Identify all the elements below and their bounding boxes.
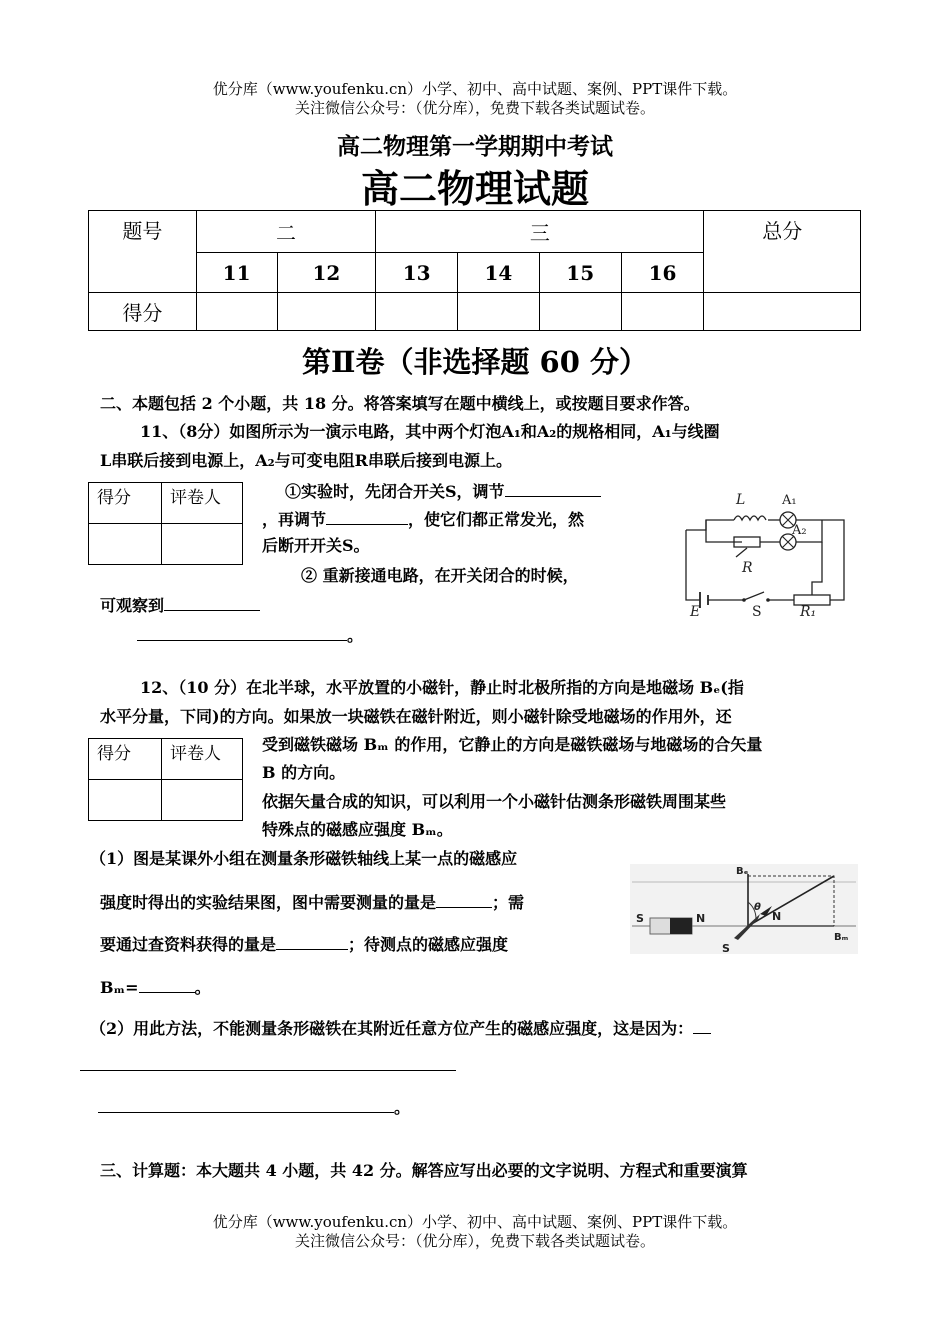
- grader-box-q12: [88, 738, 243, 821]
- question-number: 11: [196, 253, 277, 293]
- answer-blank[interactable]: [137, 624, 347, 641]
- q12-p1-text: ；待测点的磁感应强度: [348, 935, 509, 954]
- q12-p2-end: 。: [394, 1098, 411, 1117]
- circuit-label-A1: A₁: [782, 493, 797, 508]
- q12-p1-text: Bₘ=: [100, 978, 139, 997]
- q12-line-4: B 的方向。: [262, 763, 346, 782]
- q11-part1-text: ，使它们都正常发光，然: [408, 510, 585, 529]
- q11-intro-line-2: L串联后接到电源上，A₂与可变电阻R串联后接到电源上。: [100, 451, 512, 470]
- needle-label-S: S: [722, 942, 730, 954]
- q11-part2-end: 。: [347, 626, 364, 645]
- question-number: 14: [458, 253, 540, 293]
- grader-score-label: 得分: [89, 483, 162, 524]
- q12-p1-text: 。: [194, 978, 211, 997]
- q11-part1-text: ，再调节: [262, 510, 327, 529]
- score-cell[interactable]: [376, 293, 458, 331]
- footer-line-2: 关注微信公众号：（优分库），免费下载各类试题试卷。: [294, 1232, 655, 1250]
- circuit-label-R: R: [742, 560, 753, 576]
- answer-blank[interactable]: [436, 891, 492, 908]
- field-label-Bm: Bₘ: [834, 932, 849, 943]
- q12-p1-line-1: （1）图是某课外小组在测量条形磁铁轴线上某一点的磁感应: [90, 849, 518, 868]
- answer-blank[interactable]: [326, 508, 408, 525]
- score-cell-total[interactable]: [704, 293, 861, 331]
- q12-p2-line-1: [90, 1017, 711, 1039]
- q12-line-3: 受到磁铁磁场 Bₘ 的作用，它静止的方向是磁铁磁场与地磁场的合矢量: [262, 735, 763, 754]
- exam-subtitle: 高二物理第一学期期中考试: [337, 133, 613, 160]
- header-line-1: 优分库（www.youfenku.cn）小学、初中、高中试题、案例、PPT课件下载。: [212, 80, 738, 98]
- grader-box-q11: [88, 482, 243, 565]
- grader-name-label: 评卷人: [162, 483, 243, 524]
- score-cell[interactable]: [539, 293, 621, 331]
- circuit-label-E: E: [690, 604, 701, 620]
- q12-line-6: 特殊点的磁感应强度 Bₘ。: [262, 820, 453, 839]
- needle-label-N: N: [772, 910, 782, 923]
- section-two-heading: 二、本题包括 2 个小题，共 18 分。将答案填写在题中横线上，或按题目要求作答。: [100, 394, 700, 413]
- circuit-diagram: [672, 482, 862, 622]
- score-row-label: 得分: [89, 293, 197, 331]
- q12-p1-line-4: [100, 976, 211, 998]
- score-table: [88, 210, 861, 331]
- q12-p1-text: 要通过查资料获得的量是: [100, 935, 277, 954]
- magnet-label-N: N: [696, 912, 706, 925]
- answer-blank[interactable]: [505, 480, 601, 497]
- q11-part1-line-2: [262, 508, 584, 530]
- q12-line-2: 水平分量，下同)的方向。如果放一块磁铁在磁针附近，则小磁针除受地磁场的作用外，还: [100, 707, 732, 726]
- q12-p1-text: 强度时得出的实验结果图，图中需要测量的量是: [100, 893, 437, 912]
- question-number: 16: [621, 253, 704, 293]
- q11-part2-line-2: [100, 594, 260, 616]
- circuit-label-L: L: [736, 492, 746, 508]
- grader-score-label: 得分: [89, 739, 162, 780]
- grader-score-cell[interactable]: [89, 524, 162, 565]
- q12-p1-line-2: [100, 891, 524, 913]
- answer-blank[interactable]: [139, 976, 195, 993]
- question-number: 13: [376, 253, 458, 293]
- q11-part1-text: ①实验时，先闭合开关S，调节: [285, 482, 505, 501]
- q12-p2-text: （2）用此方法，不能测量条形磁铁在其附近任意方位产生的磁感应强度，这是因为：: [90, 1019, 694, 1038]
- question-number: 15: [539, 253, 621, 293]
- answer-blank[interactable]: [693, 1017, 711, 1034]
- q11-part2-line-3: [137, 624, 363, 646]
- section-three-heading: 三、计算题：本大题共 4 小题，共 42 分。解答应写出必要的文字说明、方程式和重要演算: [100, 1161, 748, 1180]
- table-header-label: 题号: [89, 211, 197, 293]
- circuit-label-R1: R₁: [800, 604, 817, 620]
- total-label: 总分: [704, 211, 861, 293]
- q11-part1-line-3: 后断开开关S。: [262, 536, 370, 555]
- q12-line-5: 依据矢量合成的知识，可以利用一个小磁针估测条形磁铁周围某些: [262, 792, 727, 811]
- q11-part2-line-1: ② 重新接通电路，在开关闭合的时候，: [301, 566, 579, 585]
- circuit-label-S: S: [752, 604, 762, 620]
- q12-line-1: 12、（10 分）在北半球，水平放置的小磁针，静止时北极所指的方向是地磁场 Bₑ(指: [140, 678, 744, 697]
- header-line-2: 关注微信公众号：（优分库），免费下载各类试题试卷。: [294, 99, 655, 117]
- answer-blank[interactable]: [98, 1096, 394, 1113]
- score-cell[interactable]: [458, 293, 540, 331]
- q11-part2-text: 可观察到: [100, 596, 165, 615]
- q12-p2-line-3: [98, 1096, 410, 1118]
- question-number: 12: [277, 253, 376, 293]
- field-label-Be: Bₑ: [736, 866, 749, 877]
- circuit-label-A2: A₂: [792, 523, 807, 538]
- grader-name-cell[interactable]: [162, 524, 243, 565]
- footer-line-1: 优分库（www.youfenku.cn）小学、初中、高中试题、案例、PPT课件下载。: [212, 1213, 738, 1231]
- q12-p1-text: ；需: [492, 893, 525, 912]
- magnet-figure: [630, 864, 858, 954]
- group-two: 二: [196, 211, 376, 253]
- grader-name-cell[interactable]: [162, 780, 243, 821]
- score-cell[interactable]: [277, 293, 376, 331]
- angle-label-theta: θ: [754, 902, 761, 913]
- q11-intro-line-1: 11、（8分）如图所示为一演示电路，其中两个灯泡A₁和A₂的规格相同，A₁与线圈: [140, 422, 720, 441]
- q12-p1-line-3: [100, 933, 508, 955]
- answer-blank[interactable]: [164, 594, 260, 611]
- score-cell[interactable]: [196, 293, 277, 331]
- volume-title: 第Ⅱ卷（非选择题 60 分）: [302, 345, 648, 379]
- grader-score-cell[interactable]: [89, 780, 162, 821]
- answer-blank[interactable]: [276, 933, 348, 950]
- q11-part1-line-1: [285, 480, 601, 502]
- group-three: 三: [376, 211, 704, 253]
- magnet-label-S: S: [636, 912, 644, 925]
- exam-title: 高二物理试题: [360, 166, 589, 211]
- answer-line[interactable]: [80, 1070, 456, 1071]
- score-cell[interactable]: [621, 293, 704, 331]
- grader-name-label: 评卷人: [162, 739, 243, 780]
